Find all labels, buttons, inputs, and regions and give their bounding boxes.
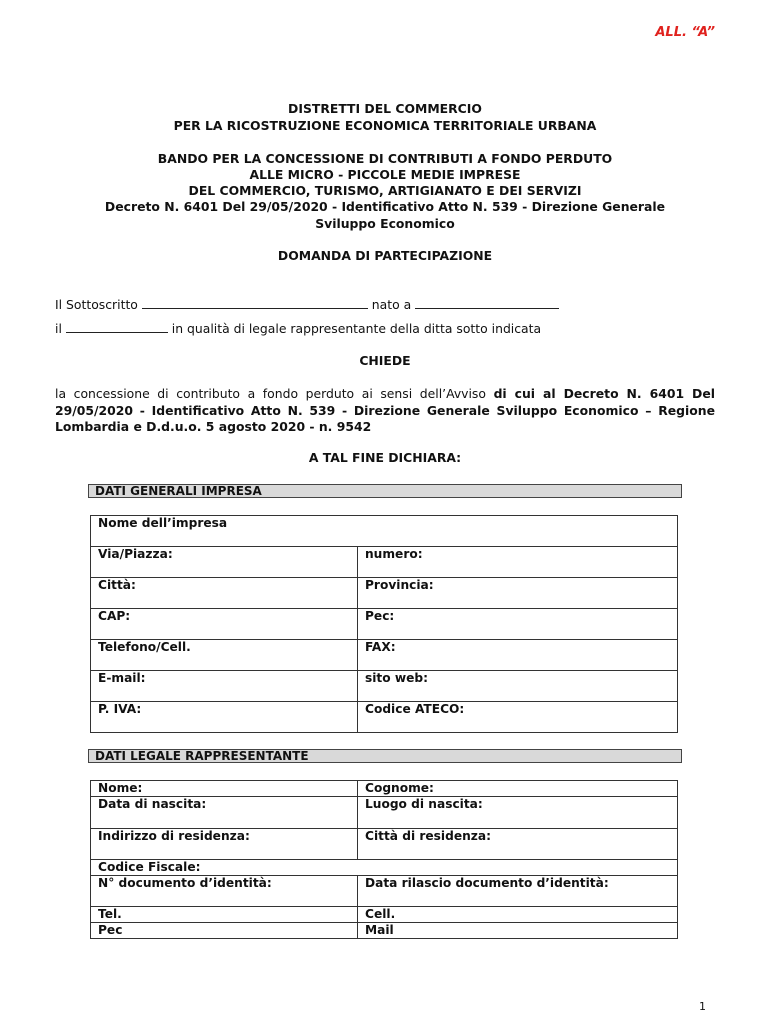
fax-cell[interactable]: FAX: <box>358 640 678 671</box>
table-row <box>91 860 678 876</box>
provincia-cell[interactable]: Provincia: <box>358 578 678 609</box>
numero-cell[interactable]: numero: <box>358 547 678 578</box>
annex-label: ALL. “A” <box>655 25 715 40</box>
nome-impresa-cell[interactable]: Nome dell’impresa <box>91 516 678 547</box>
table-row <box>91 578 678 609</box>
luogo-nascita-cell[interactable]: Luogo di nascita: <box>358 797 678 829</box>
documento-cell[interactable]: N° documento d’identità: <box>91 876 358 907</box>
sottoscritto-label: Il Sottoscritto <box>55 297 138 312</box>
cap-cell[interactable]: CAP: <box>91 609 358 640</box>
header-line-1: DISTRETTI DEL COMMERCIO <box>288 101 482 116</box>
section-legale-title: DATI LEGALE RAPPRESENTANTE <box>88 749 682 763</box>
header-line-7: Sviluppo Economico <box>315 216 455 231</box>
cell-cell[interactable]: Cell. <box>358 907 678 923</box>
table-row <box>91 671 678 702</box>
table-row <box>91 923 678 939</box>
email-cell[interactable]: E-mail: <box>91 671 358 702</box>
chiede-title: CHIEDE <box>359 353 411 368</box>
codice-fiscale-cell[interactable]: Codice Fiscale: <box>91 860 678 876</box>
page-title: DOMANDA DI PARTECIPAZIONE <box>277 248 493 263</box>
table-row <box>91 609 678 640</box>
via-cell[interactable]: Via/Piazza: <box>91 547 358 578</box>
table-row <box>91 547 678 578</box>
nome-cell[interactable]: Nome: <box>91 781 358 797</box>
cognome-cell[interactable]: Cognome: <box>358 781 678 797</box>
table-row <box>91 781 678 797</box>
table-row <box>91 907 678 923</box>
data-nascita-cell[interactable]: Data di nascita: <box>91 797 358 829</box>
header-line-6: Decreto N. 6401 Del 29/05/2020 - Identificativo Atto N. 539 - Direzione Generale <box>104 199 666 214</box>
nato-label: nato a <box>371 297 412 312</box>
tel-cell[interactable]: Tel. <box>91 907 358 923</box>
piva-cell[interactable]: P. IVA: <box>91 702 358 733</box>
section-impresa-title: DATI GENERALI IMPRESA <box>88 484 682 498</box>
request-normal-text: la concessione di contributo a fondo perduto ai sensi dell’Avviso <box>55 386 494 401</box>
header-line-4: ALLE MICRO - PICCOLE MEDIE IMPRESE <box>249 167 521 182</box>
citta-residenza-cell[interactable]: Città di residenza: <box>358 829 678 860</box>
request-bold-text: di cui al Decreto N. 6401 Del 29/05/2020 - Identificativo Atto N. 539 - Direzione Generale Sviluppo Economico – Regione Lombardia e D.d.u.o. 5 agosto 2020 - n. 9542 <box>55 386 715 434</box>
date-blank[interactable] <box>66 321 168 333</box>
table-row <box>91 829 678 860</box>
dichiara-title: A TAL FINE DICHIARA: <box>308 450 462 465</box>
request-paragraph <box>55 386 715 436</box>
mail-cell[interactable]: Mail <box>358 923 678 939</box>
citta-cell[interactable]: Città: <box>91 578 358 609</box>
legale-table <box>90 780 678 939</box>
table-row <box>91 797 678 829</box>
table-row <box>91 702 678 733</box>
telefono-cell[interactable]: Telefono/Cell. <box>91 640 358 671</box>
declarant-line-2 <box>55 321 541 336</box>
sottoscritto-blank[interactable] <box>142 297 368 309</box>
declarant-line-1 <box>55 297 559 312</box>
table-row <box>91 876 678 907</box>
pec-legale-cell[interactable]: Pec <box>91 923 358 939</box>
table-row <box>91 516 678 547</box>
impresa-table <box>90 515 678 733</box>
header-line-3: BANDO PER LA CONCESSIONE DI CONTRIBUTI A FONDO PERDUTO <box>157 151 613 166</box>
indirizzo-cell[interactable]: Indirizzo di residenza: <box>91 829 358 860</box>
pec-cell[interactable]: Pec: <box>358 609 678 640</box>
page-number: 1 <box>699 1000 706 1013</box>
header-line-5: DEL COMMERCIO, TURISMO, ARTIGIANATO E DEI SERVIZI <box>188 183 582 198</box>
ateco-cell[interactable]: Codice ATECO: <box>358 702 678 733</box>
data-rilascio-cell[interactable]: Data rilascio documento d’identità: <box>358 876 678 907</box>
sito-web-cell[interactable]: sito web: <box>358 671 678 702</box>
qualita-text: in qualità di legale rappresentante della ditta sotto indicata <box>171 321 542 336</box>
table-row <box>91 640 678 671</box>
header-line-2: PER LA RICOSTRUZIONE ECONOMICA TERRITORIALE URBANA <box>173 118 597 133</box>
nato-blank[interactable] <box>415 297 559 309</box>
il-label: il <box>55 321 62 336</box>
